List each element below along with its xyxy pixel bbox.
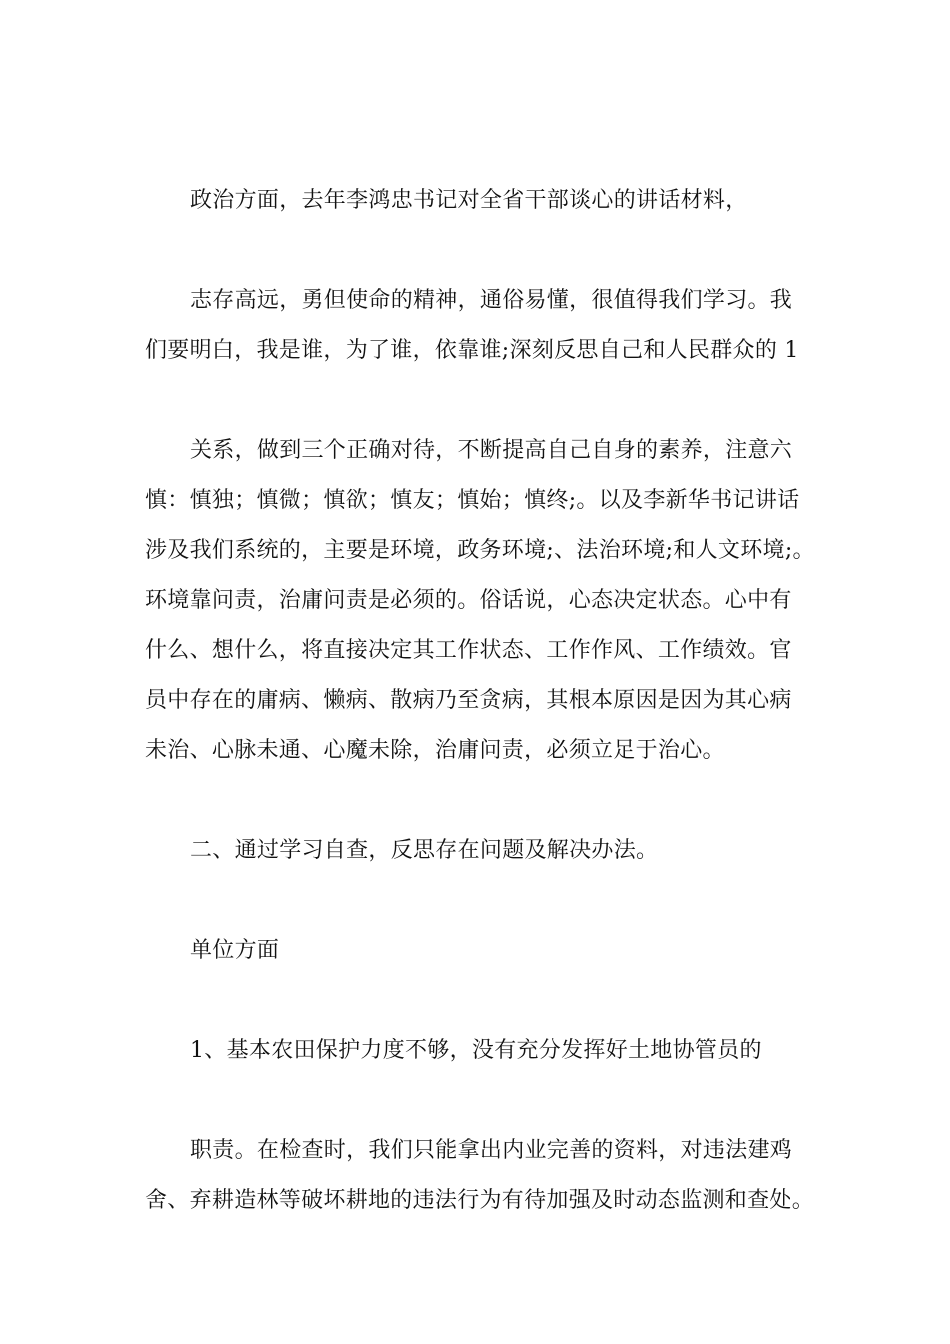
section-heading: 二、通过学习自查，反思存在问题及解决办法。 <box>190 838 659 863</box>
paragraph-line: 们要明白，我是谁，为了谁，依靠谁;深刻反思自己和人民群众的 1 <box>145 338 799 363</box>
paragraph-line: 慎：慎独；慎微；慎欲；慎友；慎始；慎终;。以及李新华书记讲话 <box>145 488 800 513</box>
paragraph-line: 什么、想什么，将直接决定其工作状态、工作作风、工作绩效。官 <box>145 638 792 663</box>
list-item-line: 1、基本农田保护力度不够，没有充分发挥好土地协管员的 <box>190 1038 762 1063</box>
subsection-heading: 单位方面 <box>190 938 280 963</box>
paragraph-line: 关系，做到三个正确对待，不断提高自己自身的素养，注意六 <box>190 438 793 463</box>
paragraph-line: 环境靠问责，治庸问责是必须的。俗话说，心态决定状态。心中有 <box>145 588 792 613</box>
paragraph-line: 员中存在的庸病、懒病、散病乃至贪病，其根本原因是因为其心病 <box>145 688 792 713</box>
paragraph-line: 舍、弃耕造林等破坏耕地的违法行为有待加强及时动态监测和查处。 <box>145 1188 815 1213</box>
paragraph-line: 政治方面，去年李鸿忠书记对全省干部谈心的讲话材料， <box>190 188 748 213</box>
paragraph-line: 职责。在检查时，我们只能拿出内业完善的资料，对违法建鸡 <box>190 1138 793 1163</box>
paragraph-line: 涉及我们系统的，主要是环境，政务环境;、法治环境;和人文环境;。 <box>145 538 815 563</box>
paragraph-line: 志存高远，勇但使命的精神，通俗易懂，很值得我们学习。我 <box>190 288 793 313</box>
paragraph-line: 未治、心脉未通、心魔未除，治庸问责，必须立足于治心。 <box>145 738 725 763</box>
